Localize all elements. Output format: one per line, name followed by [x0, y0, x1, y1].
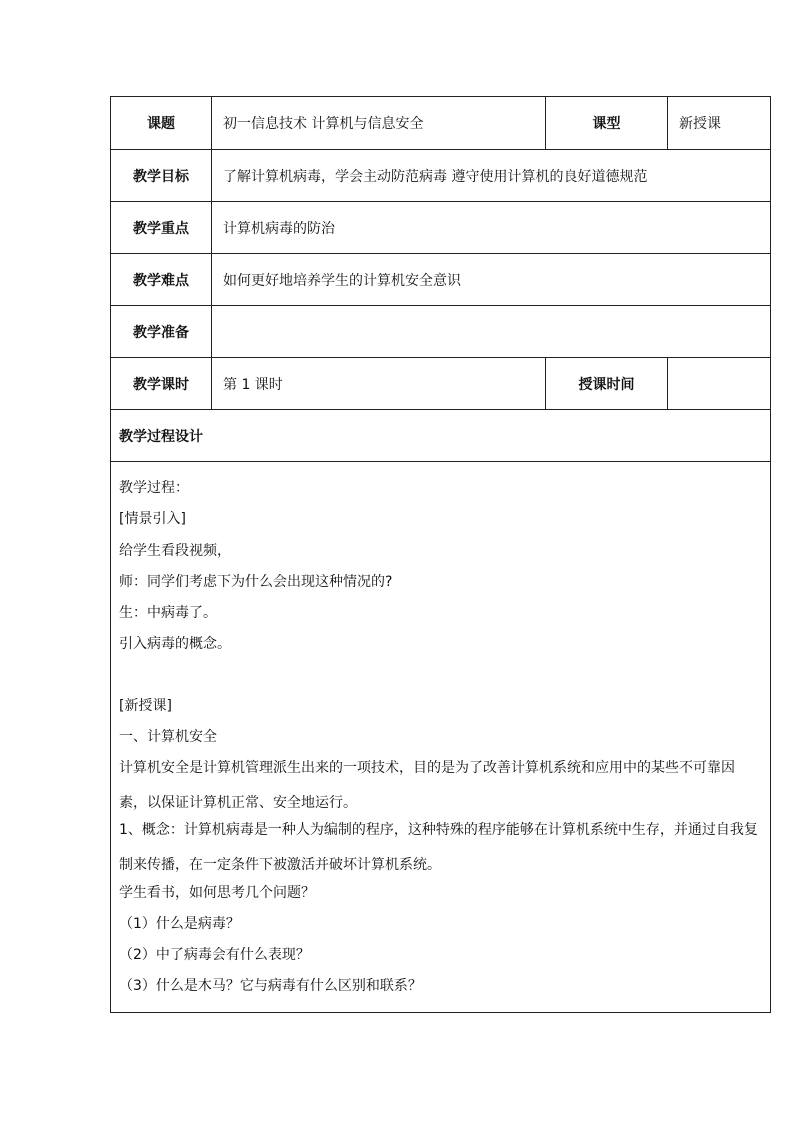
question-3: （3）什么是木马？它与病毒有什么区别和联系？ — [119, 978, 422, 994]
value-teaching-time — [668, 358, 770, 409]
heading-computer-security: 一、计算机安全 — [119, 729, 217, 745]
row-topic — [111, 97, 770, 150]
value-lesson-type: 新授课 — [679, 116, 721, 132]
text-line: 引入病毒的概念。 — [119, 636, 231, 652]
label-lesson-type: 课型 — [546, 97, 668, 149]
paragraph-concept: 1、概念：计算机病毒是一种人为编制的程序，这种特殊的程序能够在计算机系统中生存，并通过自我复制来传播，在一定条件下被激活并破坏计算机系统。 — [119, 822, 758, 873]
section-scenario: [情景引入] — [119, 511, 186, 527]
label-objectives: 教学目标 — [111, 150, 212, 201]
value-objectives: 了解计算机病毒，学会主动防范病毒 遵守使用计算机的良好道德规范 — [223, 168, 648, 185]
text-line: 学生看书，如何思考几个问题？ — [119, 885, 315, 901]
row-process-heading — [111, 410, 770, 462]
text-line: 给学生看段视频， — [119, 543, 231, 559]
paragraph-security: 计算机安全是计算机管理派生出来的一项技术，目的是为了改善计算机系统和应用中的某些不可靠因素，以保证计算机正常、安全地运行。 — [119, 760, 735, 811]
label-topic: 课题 — [111, 97, 212, 149]
value-topic: 初一信息技术 计算机与信息安全 — [212, 97, 546, 149]
row-preparation — [111, 306, 770, 358]
label-process-design: 教学过程设计 — [119, 428, 203, 445]
value-periods: 第 1 课时 — [212, 358, 546, 409]
row-key-points — [111, 202, 770, 254]
section-new-lesson: [新授课] — [119, 698, 172, 714]
label-periods: 教学课时 — [111, 358, 212, 409]
value-difficulties: 如何更好地培养学生的计算机安全意识 — [223, 272, 461, 289]
text-line: 生：中病毒了。 — [119, 605, 217, 621]
value-key-points: 计算机病毒的防治 — [223, 220, 335, 237]
value-preparation — [212, 306, 770, 357]
row-objectives — [111, 150, 770, 202]
label-key-points: 教学重点 — [111, 202, 212, 253]
label-difficulties: 教学难点 — [111, 254, 212, 305]
text-line: 师：同学们考虑下为什么会出现这种情况的? — [119, 574, 393, 590]
question-1: （1）什么是病毒？ — [119, 916, 240, 932]
row-periods — [111, 358, 770, 410]
lesson-plan-table — [110, 96, 771, 1013]
row-difficulties — [111, 254, 770, 306]
process-intro: 教学过程： — [119, 480, 189, 496]
label-teaching-time: 授课时间 — [546, 358, 668, 409]
label-preparation: 教学准备 — [111, 306, 212, 357]
question-2: （2）中了病毒会有什么表现？ — [119, 947, 310, 963]
